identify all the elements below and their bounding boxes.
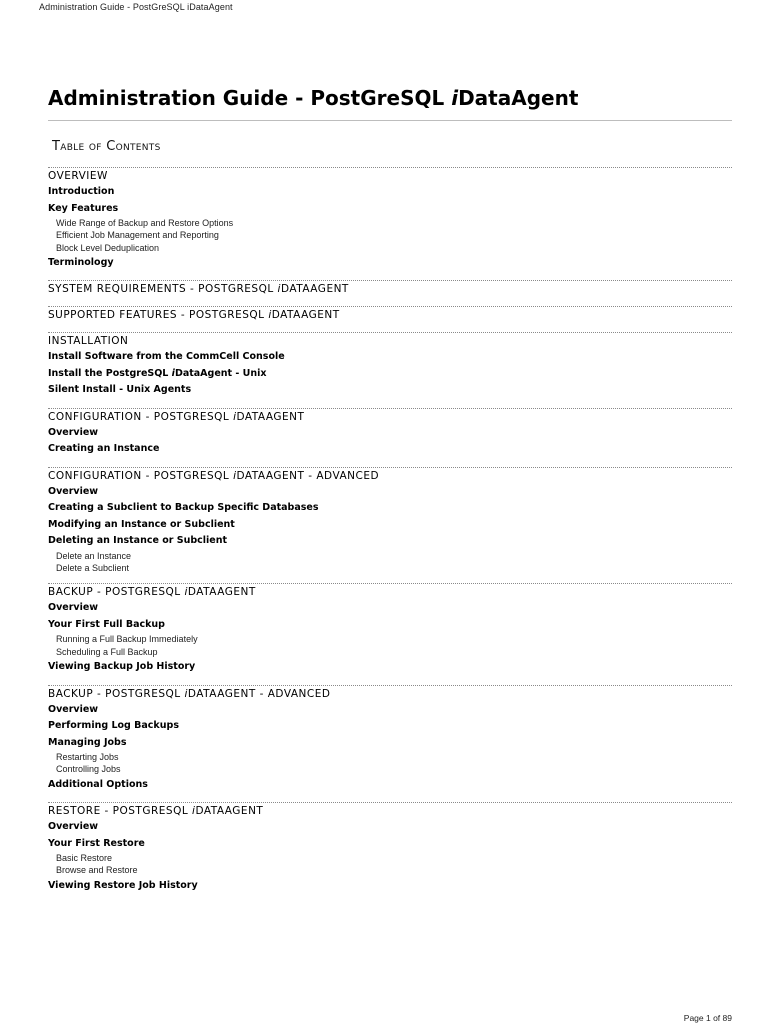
toc-subentry[interactable]: Wide Range of Backup and Restore Options [56,218,234,228]
toc-section-configuration [48,408,732,458]
section-heading-configuration[interactable]: CONFIGURATION - POSTGRESQL iDATAAGENT [48,408,732,425]
toc-entry[interactable]: Overview [48,703,99,715]
page-number: Page 1 of 89 [683,1013,732,1023]
toc-subentry[interactable]: Restarting Jobs [56,752,119,763]
section-heading-supported-features[interactable]: SUPPORTED FEATURES - POSTGRESQL iDATAAGENT [48,306,732,323]
toc-entry[interactable]: Viewing Backup Job History [48,661,196,673]
toc-section-backup-advanced [48,685,732,794]
toc-entry[interactable]: Overview [48,426,99,438]
section-heading-overview[interactable]: OVERVIEW [48,167,732,184]
toc-entry[interactable]: Performing Log Backups [48,720,179,732]
toc-entry-introduction[interactable]: Introduction [48,186,115,197]
toc-subentry[interactable]: Delete a Subclient [56,563,130,574]
toc-section-installation [48,332,732,399]
section-heading-backup-advanced[interactable]: BACKUP - POSTGRESQL iDATAAGENT - ADVANCED [48,685,732,702]
toc-subentry[interactable]: Running a Full Backup Immediately [56,634,198,645]
toc-section-overview [48,167,732,271]
title-divider [48,120,732,121]
toc-section-configuration-advanced [48,467,732,575]
toc-entry[interactable]: Overview [48,821,99,833]
toc-entry[interactable]: Your First Restore [48,837,145,849]
toc-entry[interactable]: Creating a Subclient to Backup Specific Databases [48,502,319,514]
toc-entry[interactable]: Modifying an Instance or Subclient [48,518,235,530]
toc-section-supported-features [48,306,732,323]
toc-entry[interactable]: Creating an Instance [48,443,160,455]
toc-entry-key-features[interactable]: Key Features [48,202,119,214]
toc-subentry[interactable]: Efficient Job Management and Reporting [56,230,219,241]
section-heading-system-requirements[interactable]: SYSTEM REQUIREMENTS - POSTGRESQL iDATAAGENT [48,280,732,297]
toc-section-system-requirements [48,280,732,297]
toc-entry[interactable]: Additional Options [48,778,148,790]
section-heading-configuration-advanced[interactable]: CONFIGURATION - POSTGRESQL iDATAAGENT - ADVANCED [48,467,732,484]
toc-section-backup [48,583,732,675]
toc-entry[interactable]: Deleting an Instance or Subclient [48,535,228,547]
running-header: Administration Guide - PostGreSQL iDataAgent [39,2,233,12]
toc-entry[interactable]: Your First Full Backup [48,618,165,630]
section-heading-restore[interactable]: RESTORE - POSTGRESQL iDATAAGENT [48,802,732,819]
section-heading-installation[interactable]: INSTALLATION [48,332,732,349]
toc-subentry[interactable]: Controlling Jobs [56,764,121,775]
toc-subentry[interactable]: Basic Restore [56,853,113,864]
toc-entry[interactable]: Install the PostgreSQL iDataAgent - Unix [48,367,267,379]
toc-entry-terminology[interactable]: Terminology [48,256,114,268]
toc-entry[interactable]: Managing Jobs [48,736,127,748]
toc-entry[interactable]: Overview [48,602,99,614]
toc-subentry[interactable]: Scheduling a Full Backup [56,646,158,657]
table-of-contents [48,167,732,894]
toc-entry[interactable]: Install Software from the CommCell Console [48,351,285,363]
toc-section-restore [48,802,732,894]
toc-subentry[interactable]: Browse and Restore [56,865,138,876]
section-heading-backup[interactable]: BACKUP - POSTGRESQL iDATAAGENT [48,583,732,600]
toc-entry[interactable]: Viewing Restore Job History [48,879,198,891]
toc-subentry[interactable]: Delete an Instance [56,550,132,561]
toc-entry[interactable]: Silent Install - Unix Agents [48,384,192,396]
toc-entry[interactable]: Overview [48,485,99,497]
document-title: Administration Guide - PostGreSQL iDataAgent [48,86,579,110]
toc-subentry[interactable]: Block Level Deduplication [56,242,160,253]
toc-heading: Table of Contents [52,139,161,154]
